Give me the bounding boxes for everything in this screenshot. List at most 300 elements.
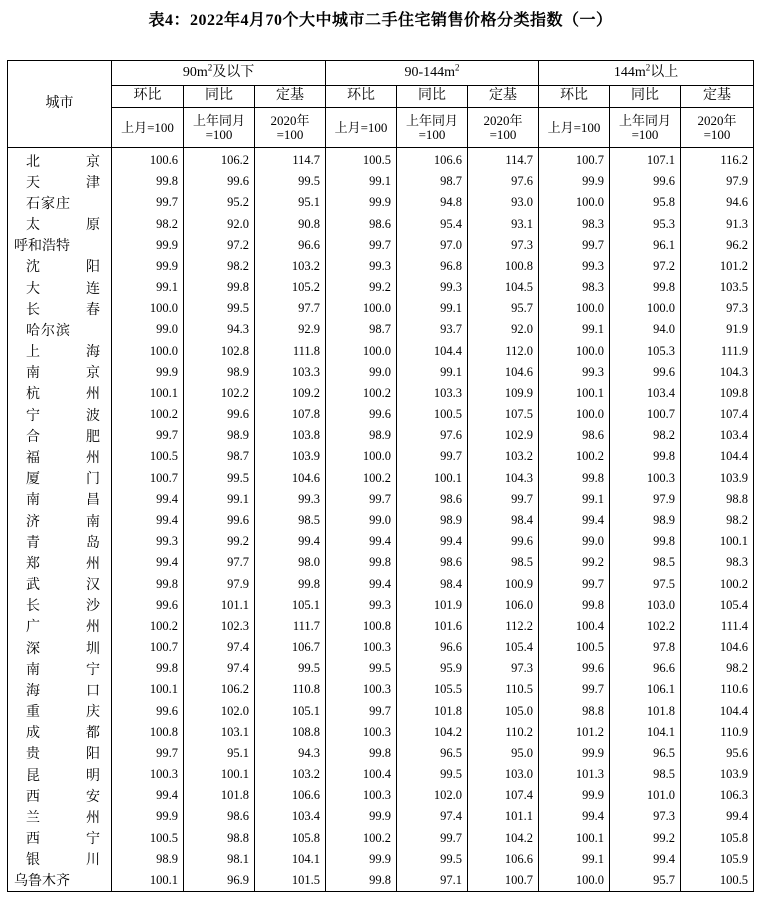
table-row bbox=[8, 171, 754, 192]
index-value: 99.8 bbox=[326, 552, 397, 573]
index-value: 102.0 bbox=[397, 785, 468, 806]
index-value: 104.3 bbox=[468, 468, 539, 489]
index-value: 96.6 bbox=[255, 235, 326, 256]
index-value: 100.7 bbox=[112, 468, 184, 489]
index-base-line1: 上年同月 bbox=[192, 112, 245, 128]
group-header-superscript: 2 bbox=[207, 62, 213, 72]
table-row bbox=[8, 192, 754, 213]
index-value: 99.1 bbox=[184, 489, 255, 510]
index-value: 99.6 bbox=[112, 700, 184, 721]
index-value: 104.2 bbox=[397, 722, 468, 743]
city-name bbox=[8, 595, 112, 616]
index-value: 100.0 bbox=[326, 298, 397, 319]
index-base-header bbox=[610, 108, 681, 148]
index-value: 98.3 bbox=[539, 214, 610, 235]
index-value: 99.6 bbox=[610, 362, 681, 383]
city-name-text: 天 津 bbox=[26, 174, 100, 191]
index-value: 94.6 bbox=[681, 192, 754, 213]
city-name bbox=[8, 722, 112, 743]
index-value: 102.0 bbox=[184, 700, 255, 721]
city-name bbox=[8, 277, 112, 298]
index-value: 99.7 bbox=[326, 235, 397, 256]
index-value: 100.5 bbox=[326, 148, 397, 172]
city-name-text: 乌鲁木齐 bbox=[14, 873, 70, 890]
index-value: 101.1 bbox=[468, 806, 539, 827]
index-value: 99.8 bbox=[112, 573, 184, 594]
index-base-line2: =100 bbox=[703, 126, 731, 142]
index-type-header: 同比 bbox=[397, 86, 468, 108]
index-value: 99.4 bbox=[397, 531, 468, 552]
index-value: 95.6 bbox=[681, 743, 754, 764]
index-base-header bbox=[681, 108, 754, 148]
index-value: 98.2 bbox=[681, 510, 754, 531]
city-name bbox=[8, 171, 112, 192]
city-name-text: 太 原 bbox=[26, 217, 100, 234]
index-value: 97.3 bbox=[468, 658, 539, 679]
index-value: 96.9 bbox=[184, 870, 255, 892]
index-value: 99.5 bbox=[326, 658, 397, 679]
index-value: 100.2 bbox=[326, 383, 397, 404]
index-value: 98.7 bbox=[326, 319, 397, 340]
index-value: 111.9 bbox=[681, 341, 754, 362]
table-row bbox=[8, 849, 754, 870]
index-value: 100.7 bbox=[539, 148, 610, 172]
city-name-text: 呼和浩特 bbox=[14, 238, 70, 255]
index-value: 110.5 bbox=[468, 679, 539, 700]
group-header-superscript: 2 bbox=[645, 62, 651, 72]
index-value: 100.0 bbox=[539, 192, 610, 213]
index-value: 98.3 bbox=[539, 277, 610, 298]
index-value: 104.6 bbox=[468, 362, 539, 383]
index-value: 98.3 bbox=[681, 552, 754, 573]
index-base-line1: 上月=100 bbox=[334, 119, 388, 135]
index-value: 100.9 bbox=[468, 573, 539, 594]
index-value: 99.4 bbox=[112, 785, 184, 806]
index-value: 98.8 bbox=[184, 828, 255, 849]
table-row bbox=[8, 425, 754, 446]
index-value: 97.9 bbox=[610, 489, 681, 510]
table-row bbox=[8, 214, 754, 235]
group-header bbox=[539, 61, 754, 86]
city-name bbox=[8, 404, 112, 425]
index-value: 99.9 bbox=[326, 192, 397, 213]
index-value: 104.1 bbox=[255, 849, 326, 870]
index-base-header bbox=[539, 108, 610, 148]
index-value: 105.3 bbox=[610, 341, 681, 362]
index-value: 110.9 bbox=[681, 722, 754, 743]
index-value: 99.0 bbox=[326, 362, 397, 383]
index-value: 100.1 bbox=[397, 468, 468, 489]
index-value: 93.7 bbox=[397, 319, 468, 340]
index-type-header: 定基 bbox=[681, 86, 754, 108]
index-value: 98.9 bbox=[184, 425, 255, 446]
index-value: 103.4 bbox=[681, 425, 754, 446]
index-value: 91.9 bbox=[681, 319, 754, 340]
index-value: 92.0 bbox=[184, 214, 255, 235]
index-value: 99.3 bbox=[539, 362, 610, 383]
index-value: 100.1 bbox=[184, 764, 255, 785]
index-value: 103.3 bbox=[397, 383, 468, 404]
table-row bbox=[8, 637, 754, 658]
index-value: 100.5 bbox=[397, 404, 468, 425]
index-value: 95.1 bbox=[255, 192, 326, 213]
index-value: 104.1 bbox=[610, 722, 681, 743]
index-value: 94.3 bbox=[255, 743, 326, 764]
index-value: 99.4 bbox=[326, 531, 397, 552]
index-value: 114.7 bbox=[255, 148, 326, 172]
index-value: 103.4 bbox=[255, 806, 326, 827]
city-name bbox=[8, 192, 112, 213]
index-value: 95.3 bbox=[610, 214, 681, 235]
city-name bbox=[8, 828, 112, 849]
city-name bbox=[8, 637, 112, 658]
index-value: 106.6 bbox=[397, 148, 468, 172]
index-value: 99.8 bbox=[610, 531, 681, 552]
index-value: 99.3 bbox=[326, 595, 397, 616]
index-value: 98.9 bbox=[326, 425, 397, 446]
index-value: 97.3 bbox=[610, 806, 681, 827]
index-value: 108.8 bbox=[255, 722, 326, 743]
table-row bbox=[8, 658, 754, 679]
index-value: 101.2 bbox=[539, 722, 610, 743]
index-value: 114.7 bbox=[468, 148, 539, 172]
index-value: 98.9 bbox=[112, 849, 184, 870]
index-value: 99.9 bbox=[539, 785, 610, 806]
index-value: 95.1 bbox=[184, 743, 255, 764]
index-value: 105.8 bbox=[255, 828, 326, 849]
index-value: 99.2 bbox=[539, 552, 610, 573]
index-value: 96.2 bbox=[681, 235, 754, 256]
city-name-text: 厦 门 bbox=[26, 471, 100, 488]
index-value: 99.1 bbox=[112, 277, 184, 298]
index-value: 100.2 bbox=[112, 616, 184, 637]
index-value: 99.8 bbox=[610, 277, 681, 298]
index-value: 100.0 bbox=[326, 341, 397, 362]
index-value: 99.6 bbox=[326, 404, 397, 425]
index-value: 95.7 bbox=[610, 870, 681, 892]
city-name-text: 重 庆 bbox=[26, 704, 100, 721]
index-value: 104.6 bbox=[255, 468, 326, 489]
index-value: 99.7 bbox=[112, 743, 184, 764]
group-header-suffix: 及以下 bbox=[212, 64, 255, 80]
index-value: 100.4 bbox=[539, 616, 610, 637]
index-value: 100.1 bbox=[539, 383, 610, 404]
index-value: 98.6 bbox=[184, 806, 255, 827]
index-value: 96.5 bbox=[397, 743, 468, 764]
group-header bbox=[326, 61, 539, 86]
index-value: 105.8 bbox=[681, 828, 754, 849]
city-name bbox=[8, 298, 112, 319]
index-value: 106.7 bbox=[255, 637, 326, 658]
index-value: 97.3 bbox=[681, 298, 754, 319]
index-value: 111.4 bbox=[681, 616, 754, 637]
index-value: 100.0 bbox=[539, 404, 610, 425]
index-value: 98.2 bbox=[112, 214, 184, 235]
city-column-header: 城市 bbox=[8, 61, 112, 148]
city-name bbox=[8, 806, 112, 827]
index-value: 104.4 bbox=[681, 446, 754, 467]
index-value: 103.2 bbox=[255, 764, 326, 785]
index-value: 102.8 bbox=[184, 341, 255, 362]
index-value: 100.0 bbox=[112, 298, 184, 319]
index-value: 98.6 bbox=[397, 489, 468, 510]
city-name-text: 哈尔滨 bbox=[26, 322, 71, 339]
table-row bbox=[8, 722, 754, 743]
index-value: 103.0 bbox=[610, 595, 681, 616]
index-value: 99.0 bbox=[539, 531, 610, 552]
index-value: 100.5 bbox=[539, 637, 610, 658]
index-value: 99.9 bbox=[326, 849, 397, 870]
index-value: 100.0 bbox=[610, 298, 681, 319]
city-name-text: 宁 波 bbox=[26, 407, 100, 424]
index-type-header: 同比 bbox=[184, 86, 255, 108]
city-name-text: 西 宁 bbox=[26, 831, 100, 848]
table-row bbox=[8, 679, 754, 700]
index-value: 101.8 bbox=[397, 700, 468, 721]
index-value: 100.1 bbox=[681, 531, 754, 552]
index-value: 98.5 bbox=[610, 552, 681, 573]
table-row bbox=[8, 531, 754, 552]
index-value: 106.6 bbox=[255, 785, 326, 806]
index-value: 99.2 bbox=[184, 531, 255, 552]
index-value: 99.4 bbox=[539, 806, 610, 827]
city-name bbox=[8, 148, 112, 172]
city-name-text: 长 春 bbox=[26, 301, 100, 318]
index-value: 98.2 bbox=[610, 425, 681, 446]
index-value: 97.4 bbox=[184, 637, 255, 658]
table-row bbox=[8, 828, 754, 849]
city-name bbox=[8, 700, 112, 721]
index-value: 109.9 bbox=[468, 383, 539, 404]
index-value: 99.2 bbox=[326, 277, 397, 298]
index-base-line2: =100 bbox=[418, 126, 446, 142]
city-name-text: 广 州 bbox=[26, 619, 100, 636]
index-value: 103.2 bbox=[468, 446, 539, 467]
index-value: 99.7 bbox=[539, 679, 610, 700]
city-name-text: 长 沙 bbox=[26, 598, 100, 615]
index-value: 99.5 bbox=[184, 298, 255, 319]
index-value: 106.6 bbox=[468, 849, 539, 870]
city-name-text: 昆 明 bbox=[26, 767, 100, 784]
index-value: 104.4 bbox=[681, 700, 754, 721]
index-value: 98.7 bbox=[184, 446, 255, 467]
table-row bbox=[8, 362, 754, 383]
index-value: 102.9 bbox=[468, 425, 539, 446]
index-value: 99.7 bbox=[326, 489, 397, 510]
city-name bbox=[8, 573, 112, 594]
index-value: 100.3 bbox=[610, 468, 681, 489]
index-type-header: 环比 bbox=[326, 86, 397, 108]
group-header-suffix: 以上 bbox=[650, 64, 679, 80]
index-value: 110.8 bbox=[255, 679, 326, 700]
index-value: 97.4 bbox=[397, 806, 468, 827]
table-row bbox=[8, 383, 754, 404]
index-value: 101.8 bbox=[184, 785, 255, 806]
city-name bbox=[8, 446, 112, 467]
index-value: 105.1 bbox=[255, 700, 326, 721]
index-value: 110.6 bbox=[681, 679, 754, 700]
index-value: 109.2 bbox=[255, 383, 326, 404]
index-base-line1: 上年同月 bbox=[406, 112, 459, 128]
city-name bbox=[8, 658, 112, 679]
table-row bbox=[8, 256, 754, 277]
index-value: 99.9 bbox=[539, 171, 610, 192]
index-value: 99.9 bbox=[112, 362, 184, 383]
index-value: 99.4 bbox=[681, 806, 754, 827]
index-value: 116.2 bbox=[681, 148, 754, 172]
index-base-header bbox=[468, 108, 539, 148]
table-row bbox=[8, 806, 754, 827]
index-value: 98.5 bbox=[468, 552, 539, 573]
index-value: 105.9 bbox=[681, 849, 754, 870]
index-base-line1: 上月=100 bbox=[547, 119, 601, 135]
index-type-header: 同比 bbox=[610, 86, 681, 108]
index-value: 105.0 bbox=[468, 700, 539, 721]
index-value: 99.0 bbox=[112, 319, 184, 340]
city-name-text: 青 岛 bbox=[26, 534, 100, 551]
group-header-superscript: 2 bbox=[455, 62, 460, 72]
city-name bbox=[8, 383, 112, 404]
city-name-text: 成 都 bbox=[26, 725, 100, 742]
index-value: 100.5 bbox=[112, 828, 184, 849]
index-value: 99.6 bbox=[468, 531, 539, 552]
city-name bbox=[8, 764, 112, 785]
index-value: 99.6 bbox=[184, 404, 255, 425]
index-value: 101.3 bbox=[539, 764, 610, 785]
index-value: 99.4 bbox=[610, 849, 681, 870]
city-name bbox=[8, 235, 112, 256]
group-header-prefix: 144m bbox=[613, 64, 646, 80]
index-base-line1: 2020年 bbox=[270, 112, 310, 128]
index-value: 95.2 bbox=[184, 192, 255, 213]
index-value: 98.6 bbox=[397, 552, 468, 573]
index-value: 100.5 bbox=[681, 870, 754, 892]
index-value: 102.2 bbox=[610, 616, 681, 637]
index-value: 103.9 bbox=[255, 446, 326, 467]
index-value: 97.9 bbox=[681, 171, 754, 192]
table-row bbox=[8, 870, 754, 892]
city-name-text: 北 京 bbox=[26, 153, 100, 170]
city-name-text: 济 南 bbox=[26, 513, 100, 530]
index-value: 100.1 bbox=[112, 383, 184, 404]
table-body bbox=[8, 148, 754, 892]
table-row bbox=[8, 743, 754, 764]
index-base-header bbox=[112, 108, 184, 148]
index-value: 99.7 bbox=[539, 573, 610, 594]
index-value: 99.8 bbox=[326, 743, 397, 764]
index-base-line1: 上月=100 bbox=[121, 119, 174, 135]
index-value: 99.4 bbox=[112, 552, 184, 573]
index-base-header bbox=[326, 108, 397, 148]
index-value: 98.6 bbox=[539, 425, 610, 446]
city-name bbox=[8, 870, 112, 892]
index-value: 91.3 bbox=[681, 214, 754, 235]
index-value: 105.5 bbox=[397, 679, 468, 700]
group-header bbox=[112, 61, 326, 86]
index-value: 95.9 bbox=[397, 658, 468, 679]
index-value: 100.3 bbox=[112, 764, 184, 785]
index-value: 98.2 bbox=[681, 658, 754, 679]
index-value: 98.8 bbox=[539, 700, 610, 721]
city-name-text: 郑 州 bbox=[26, 555, 100, 572]
index-base-line1: 上年同月 bbox=[619, 112, 672, 128]
index-value: 100.1 bbox=[539, 828, 610, 849]
index-base-line1: 2020年 bbox=[483, 112, 523, 128]
index-value: 95.0 bbox=[468, 743, 539, 764]
index-value: 107.4 bbox=[681, 404, 754, 425]
index-value: 103.9 bbox=[681, 764, 754, 785]
index-value: 99.4 bbox=[326, 573, 397, 594]
index-value: 98.4 bbox=[468, 510, 539, 531]
city-name bbox=[8, 679, 112, 700]
index-value: 100.1 bbox=[112, 679, 184, 700]
index-value: 100.7 bbox=[610, 404, 681, 425]
table-row bbox=[8, 277, 754, 298]
index-value: 104.5 bbox=[468, 277, 539, 298]
index-value: 98.4 bbox=[397, 573, 468, 594]
city-name bbox=[8, 616, 112, 637]
index-value: 107.5 bbox=[468, 404, 539, 425]
index-value: 99.8 bbox=[112, 171, 184, 192]
index-value: 99.1 bbox=[539, 849, 610, 870]
index-value: 103.8 bbox=[255, 425, 326, 446]
index-value: 99.8 bbox=[610, 446, 681, 467]
index-value: 93.1 bbox=[468, 214, 539, 235]
index-value: 99.6 bbox=[539, 658, 610, 679]
index-value: 99.5 bbox=[255, 171, 326, 192]
city-name bbox=[8, 489, 112, 510]
table-row bbox=[8, 489, 754, 510]
index-value: 95.8 bbox=[610, 192, 681, 213]
index-value: 101.5 bbox=[255, 870, 326, 892]
index-value: 97.6 bbox=[468, 171, 539, 192]
index-value: 103.2 bbox=[255, 256, 326, 277]
index-value: 96.5 bbox=[610, 743, 681, 764]
index-value: 103.1 bbox=[184, 722, 255, 743]
index-value: 103.4 bbox=[610, 383, 681, 404]
table-row bbox=[8, 404, 754, 425]
index-value: 96.1 bbox=[610, 235, 681, 256]
index-value: 100.4 bbox=[326, 764, 397, 785]
price-index-table bbox=[7, 60, 754, 892]
table-row bbox=[8, 764, 754, 785]
index-value: 98.0 bbox=[255, 552, 326, 573]
index-value: 111.7 bbox=[255, 616, 326, 637]
table-row bbox=[8, 573, 754, 594]
index-value: 99.6 bbox=[184, 510, 255, 531]
index-value: 97.7 bbox=[184, 552, 255, 573]
index-value: 99.1 bbox=[397, 362, 468, 383]
index-base-line2: =100 bbox=[489, 126, 517, 142]
index-value: 101.6 bbox=[397, 616, 468, 637]
index-value: 100.2 bbox=[112, 404, 184, 425]
table-row bbox=[8, 341, 754, 362]
index-value: 102.2 bbox=[184, 383, 255, 404]
table-row bbox=[8, 235, 754, 256]
index-value: 100.2 bbox=[681, 573, 754, 594]
city-name-text: 南 京 bbox=[26, 365, 100, 382]
index-value: 99.3 bbox=[326, 256, 397, 277]
index-value: 99.1 bbox=[539, 489, 610, 510]
table-row bbox=[8, 148, 754, 172]
index-value: 101.9 bbox=[397, 595, 468, 616]
table-row bbox=[8, 552, 754, 573]
index-value: 99.5 bbox=[397, 849, 468, 870]
index-value: 99.6 bbox=[112, 595, 184, 616]
index-value: 97.8 bbox=[610, 637, 681, 658]
index-value: 101.0 bbox=[610, 785, 681, 806]
index-value: 99.6 bbox=[610, 171, 681, 192]
